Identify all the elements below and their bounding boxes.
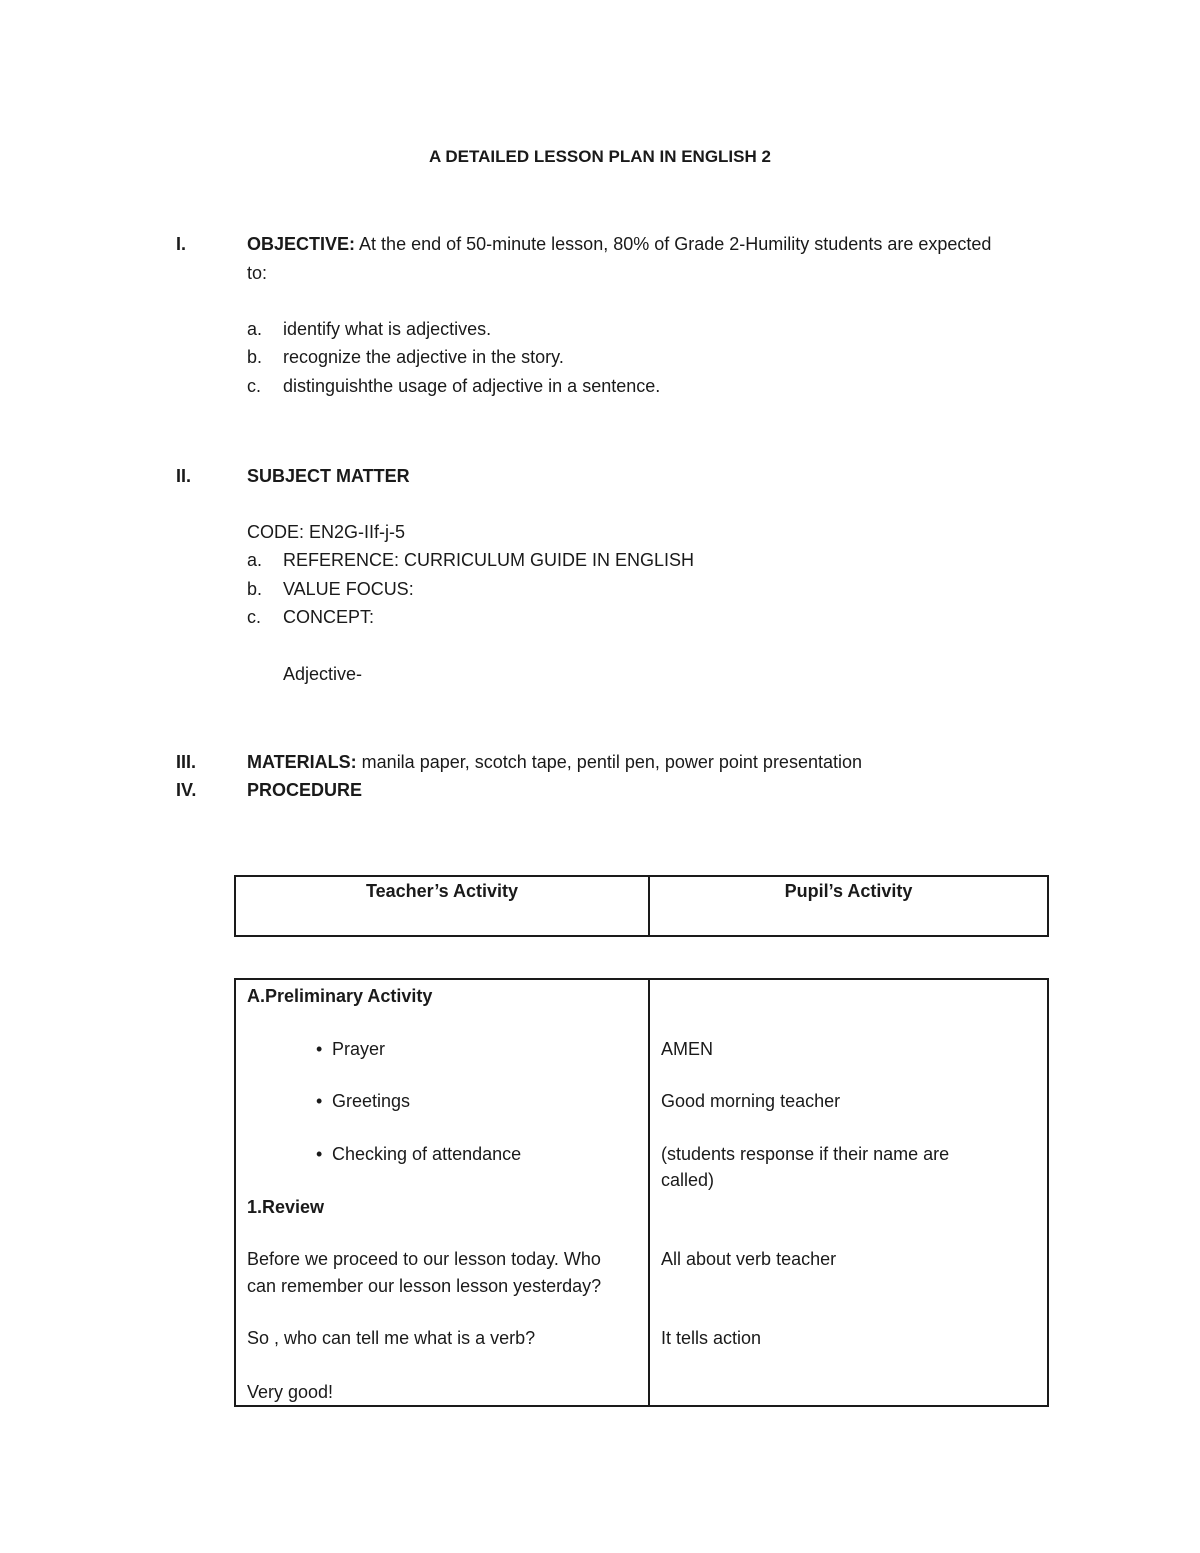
bullet-item-prayer — [316, 1038, 385, 1060]
pupil-response-review-1: All about verb teacher — [661, 1249, 837, 1269]
pupil-response-greetings: Good morning teacher — [661, 1091, 841, 1111]
subject-item-marker: c. — [247, 607, 262, 627]
materials-text: manila paper, scotch tape, pentil pen, power point presentation — [361, 752, 862, 772]
materials-line — [247, 751, 862, 773]
subject-code: CODE: EN2G-IIf-j-5 — [247, 522, 406, 542]
document-title: A DETAILED LESSON PLAN IN ENGLISH 2 — [429, 147, 771, 166]
objective-numeral: I. — [176, 234, 187, 254]
pupil-response-attendance-line-1: (students response if their name are — [661, 1144, 950, 1164]
bullet-icon: • — [316, 1144, 323, 1164]
objective-item-marker: b. — [247, 347, 263, 367]
teacher-activity-header: Teacher’s Activity — [235, 876, 649, 936]
bullet-text: Greetings — [332, 1091, 411, 1111]
objective-item-marker: a. — [247, 319, 263, 339]
bullet-item-attendance — [316, 1143, 521, 1165]
preliminary-activity-heading: A.Preliminary Activity — [247, 986, 433, 1006]
pupil-activity-cell — [649, 979, 1048, 1406]
subject-matter-numeral: II. — [176, 466, 192, 486]
bullet-icon: • — [316, 1091, 323, 1111]
subject-item-text: CONCEPT: — [283, 607, 375, 627]
bullet-icon: • — [316, 1039, 323, 1059]
teacher-activity-cell — [235, 979, 649, 1406]
materials-numeral: III. — [176, 752, 197, 772]
subject-item-marker: b. — [247, 579, 263, 599]
materials-label: MATERIALS: — [247, 752, 357, 772]
review-question-1-line-1: Before we proceed to our lesson today. Who — [247, 1249, 601, 1269]
pupil-activity-header: Pupil’s Activity — [649, 876, 1048, 936]
review-heading: 1.Review — [247, 1197, 325, 1217]
bullet-text: Prayer — [332, 1039, 386, 1059]
concept-text: Adjective- — [283, 664, 363, 684]
subject-item-text: REFERENCE: CURRICULUM GUIDE IN ENGLISH — [283, 550, 695, 570]
review-question-1-line-2: can remember our lesson lesson yesterday? — [247, 1276, 602, 1296]
objective-item-text: identify what is adjectives. — [283, 319, 492, 339]
activity-table — [234, 978, 1049, 1407]
objective-text: At the end of 50-minute lesson, 80% of Grade 2-Humility students are expected — [359, 234, 992, 254]
procedure-numeral: IV. — [176, 780, 197, 800]
objective-item-text: distinguishthe usage of adjective in a sentence. — [283, 376, 661, 396]
review-question-2: So , who can tell me what is a verb? — [247, 1328, 536, 1348]
procedure-heading: PROCEDURE — [247, 780, 363, 800]
objective-item-text: recognize the adjective in the story. — [283, 347, 564, 367]
pupil-response-review-2: It tells action — [661, 1328, 762, 1348]
subject-item-marker: a. — [247, 550, 263, 570]
subject-matter-heading: SUBJECT MATTER — [247, 466, 410, 486]
bullet-text: Checking of attendance — [332, 1144, 522, 1164]
objective-item-marker: c. — [247, 376, 262, 396]
bullet-item-greetings — [316, 1090, 410, 1112]
pupil-response-prayer: AMEN — [661, 1039, 714, 1059]
objective-label: OBJECTIVE: — [247, 234, 356, 254]
activity-header-table — [234, 875, 1049, 937]
objective-text-continuation: to: — [247, 263, 268, 283]
subject-item-text: VALUE FOCUS: — [283, 579, 414, 599]
objective-line-1 — [247, 233, 991, 255]
closing-remark: Very good! — [247, 1382, 334, 1402]
pupil-response-attendance-line-2: called) — [661, 1170, 715, 1190]
